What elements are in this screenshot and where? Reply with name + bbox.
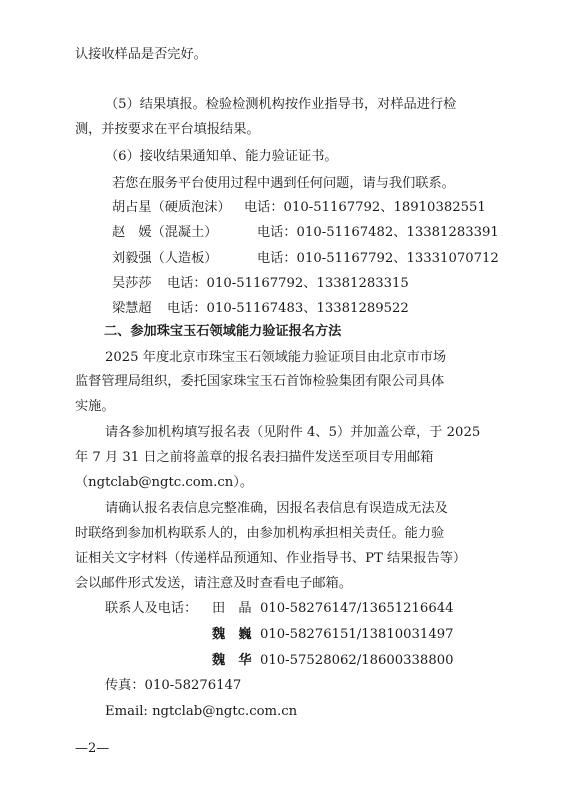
paragraph-line: 请确认报名表信息完整准确，因报名表信息有误造成无法及 — [105, 501, 448, 516]
contact-phone: 电话：010-51167792、13381283315 — [167, 276, 409, 291]
fax-line: 传真：010-58276147 — [105, 678, 242, 693]
paragraph-line: 会以邮件形式发送，请注意及时查看电子邮箱。 — [75, 576, 352, 591]
paragraph-line: 证相关文字材料（传递样品预通知、作业指导书、PT 结果报告等） — [75, 551, 467, 566]
paragraph-line: （5）结果填报。检验检测机构按作业指导书，对样品进行检 — [105, 97, 457, 112]
contact-row — [212, 600, 454, 618]
paragraph-line: （ngtclab@ngtc.com.cn）。 — [75, 475, 254, 490]
contact-name: 田 晶 — [212, 601, 252, 616]
contact-name: 梁慧超 — [112, 301, 152, 316]
contact-label: 联系人及电话： — [105, 601, 198, 616]
paragraph-line: 若您在服务平台使用过程中遇到任何问题，请与我们联系。 — [112, 176, 455, 191]
contact-phone: 电话：010-51167482、13381283391 — [257, 225, 499, 240]
contact-row — [112, 275, 409, 293]
paragraph-line: 实施。 — [75, 399, 115, 414]
paragraph-line: 时联络到参加机构联系人的，由参加机构承担相关责任。能力验 — [75, 526, 445, 541]
paragraph-line: 请各参加机构填写报名表（见附件 4、5）并加盖公章，于 2025 — [105, 425, 481, 440]
email-line: Email: ngtclab@ngtc.com.cn — [105, 704, 298, 719]
contact-phone: 010-58276151/13810031497 — [260, 627, 454, 642]
contact-row — [112, 300, 409, 318]
contact-name: 吴莎莎 — [112, 276, 152, 291]
contact-phone: 电话：010-51167792、13331070712 — [257, 251, 499, 266]
contact-name: 刘毅强（人造板） — [112, 251, 218, 266]
contact-row — [112, 224, 499, 242]
page-number: —2— — [75, 741, 110, 756]
paragraph-line: （6）接收结果通知单、能力验证证书。 — [105, 149, 338, 164]
paragraph-line: 2025 年度北京市珠宝玉石领域能力验证项目由北京市市场 — [105, 350, 447, 365]
contact-row — [112, 199, 486, 217]
contact-row — [212, 652, 454, 670]
paragraph-line: 监督管理局组织，委托国家珠宝玉石首饰检验集团有限公司具体 — [75, 374, 445, 389]
contact-phone: 电话：010-51167483、13381289522 — [167, 301, 409, 316]
paragraph-line: 测，并按要求在平台填报结果。 — [75, 122, 260, 137]
contact-name: 赵 媛（混凝土） — [112, 225, 218, 240]
contact-phone: 电话：010-51167792、18910382551 — [244, 200, 486, 215]
contact-name: 魏 巍 — [212, 627, 252, 642]
contact-phone: 010-58276147/13651216644 — [260, 601, 454, 616]
section-heading: 二、参加珠宝玉石领域能力验证报名方法 — [104, 324, 342, 339]
contact-name: 胡占星（硬质泡沫） — [112, 200, 231, 215]
paragraph-line: 年 7 月 31 日之前将盖章的报名表扫描件发送至项目专用邮箱 — [75, 450, 434, 465]
contact-phone: 010-57528062/18600338800 — [260, 653, 454, 668]
contact-row — [212, 626, 454, 644]
contact-name: 魏 华 — [212, 653, 252, 668]
paragraph-line: 认接收样品是否完好。 — [75, 47, 207, 62]
contact-row — [112, 250, 499, 268]
